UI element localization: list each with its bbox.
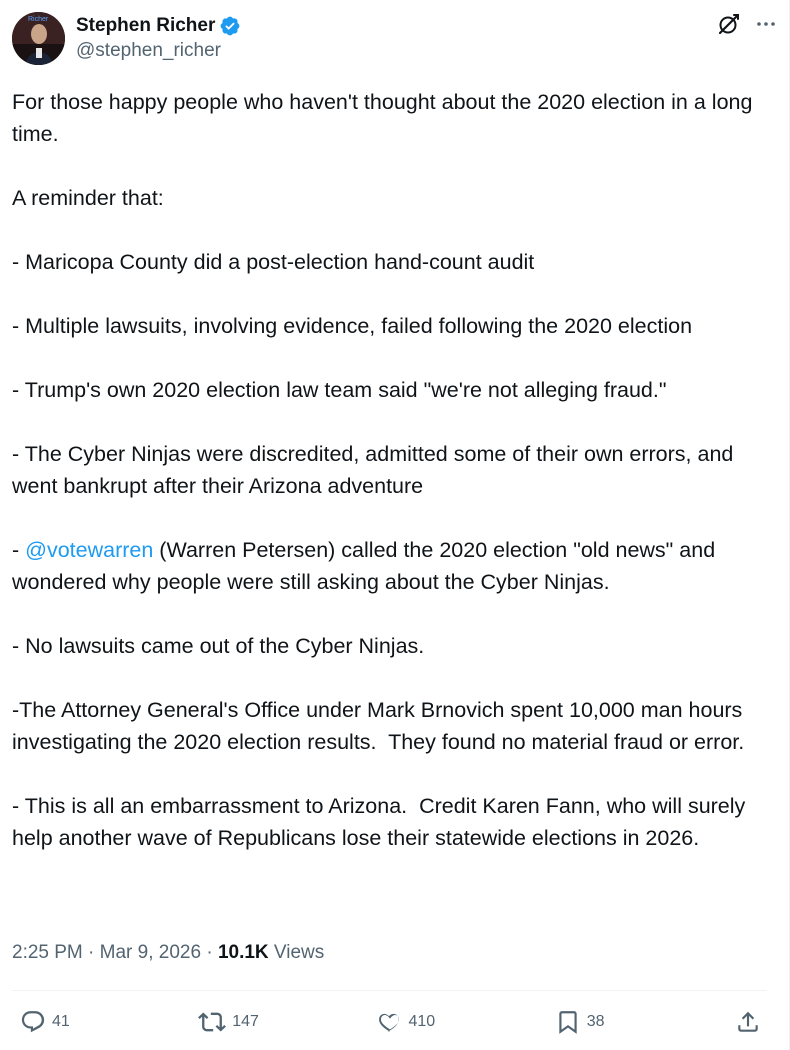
paragraph-gap <box>12 150 776 182</box>
paragraph-gap <box>12 598 776 630</box>
tweet-paragraph: - Maricopa County did a post-election hand-count audit <box>12 250 535 274</box>
name-row <box>76 14 241 38</box>
avatar[interactable] <box>12 12 65 65</box>
display-name[interactable]: Stephen Richer <box>76 15 216 36</box>
tweet-meta <box>12 940 324 966</box>
like-count: 410 <box>408 1013 436 1030</box>
mention-paragraph-text: (Warren Petersen) called the 2020 election "old news" and wondered why people were still asking about the Cyber Ninjas. <box>12 538 722 594</box>
views-count: 10.1K <box>217 942 269 963</box>
tweet-text <box>12 86 776 854</box>
tweet-paragraph: - This is all an embarrassment to Arizona. Credit Karen Fann, who will surely help another wave of Republicans lose their statewide elections in 2026. <box>12 794 752 850</box>
paragraph-gap <box>12 502 776 534</box>
tweet-paragraph: - No lawsuits came out of the Cyber Ninjas. <box>12 634 425 658</box>
mention-link[interactable]: @votewarren <box>25 538 154 562</box>
handle[interactable]: @stephen_richer <box>76 40 221 61</box>
paragraph-gap <box>12 662 776 694</box>
meta-separator: · <box>82 942 100 963</box>
meta-separator: · <box>201 942 218 963</box>
tweet-paragraph: For those happy people who haven't thought about the 2020 election in a long time. <box>12 90 759 146</box>
grok-icon[interactable] <box>717 12 741 41</box>
tweet-paragraph: - The Cyber Ninjas were discredited, admitted some of their own errors, and went bankrupt after their Arizona adventure <box>12 442 740 498</box>
action-bar <box>20 1004 761 1040</box>
bullet-prefix: - <box>12 538 26 562</box>
tweet-paragraph: - Trump's own 2020 election law team said "we're not alleging fraud." <box>12 378 667 402</box>
paragraph-gap <box>12 278 776 310</box>
divider <box>12 990 767 991</box>
share-icon <box>735 1009 761 1035</box>
author-names <box>76 14 241 64</box>
post-time[interactable]: 2:25 PM <box>12 942 83 963</box>
bookmark-button[interactable] <box>555 1009 695 1035</box>
tweet-paragraph-mention <box>12 534 776 598</box>
views-label: Views <box>268 942 325 963</box>
tweet-paragraph: - Multiple lawsuits, involving evidence, failed following the 2020 election <box>12 314 693 338</box>
more-icon[interactable] <box>755 13 777 40</box>
paragraph-gap <box>12 406 776 438</box>
like-icon <box>377 1009 403 1035</box>
paragraph-gap <box>12 758 776 790</box>
avatar-label: Richer <box>28 16 49 23</box>
reply-count: 41 <box>52 1013 70 1030</box>
verified-badge-icon[interactable] <box>219 15 241 37</box>
reply-button[interactable] <box>20 1009 160 1035</box>
tweet-paragraph: A reminder that: <box>12 186 164 210</box>
like-button[interactable] <box>377 1009 517 1035</box>
avatar-image <box>12 12 65 65</box>
bookmark-icon <box>555 1009 581 1035</box>
retweet-icon <box>198 1008 226 1036</box>
reply-icon <box>20 1009 46 1035</box>
tweet-paragraph: -The Attorney General's Office under Mark Brnovich spent 10,000 man hours investigating the 2020 election results. They found no material fraud or error. <box>12 698 749 754</box>
tweet-header <box>12 12 777 68</box>
bookmark-count: 38 <box>586 1013 605 1030</box>
repost-button[interactable] <box>198 1008 338 1036</box>
share-button[interactable] <box>733 1009 761 1035</box>
top-actions <box>717 12 777 41</box>
repost-count: 147 <box>232 1013 259 1030</box>
post-date[interactable]: Mar 9, 2026 <box>99 942 202 963</box>
paragraph-gap <box>12 214 776 246</box>
paragraph-gap <box>12 342 776 374</box>
